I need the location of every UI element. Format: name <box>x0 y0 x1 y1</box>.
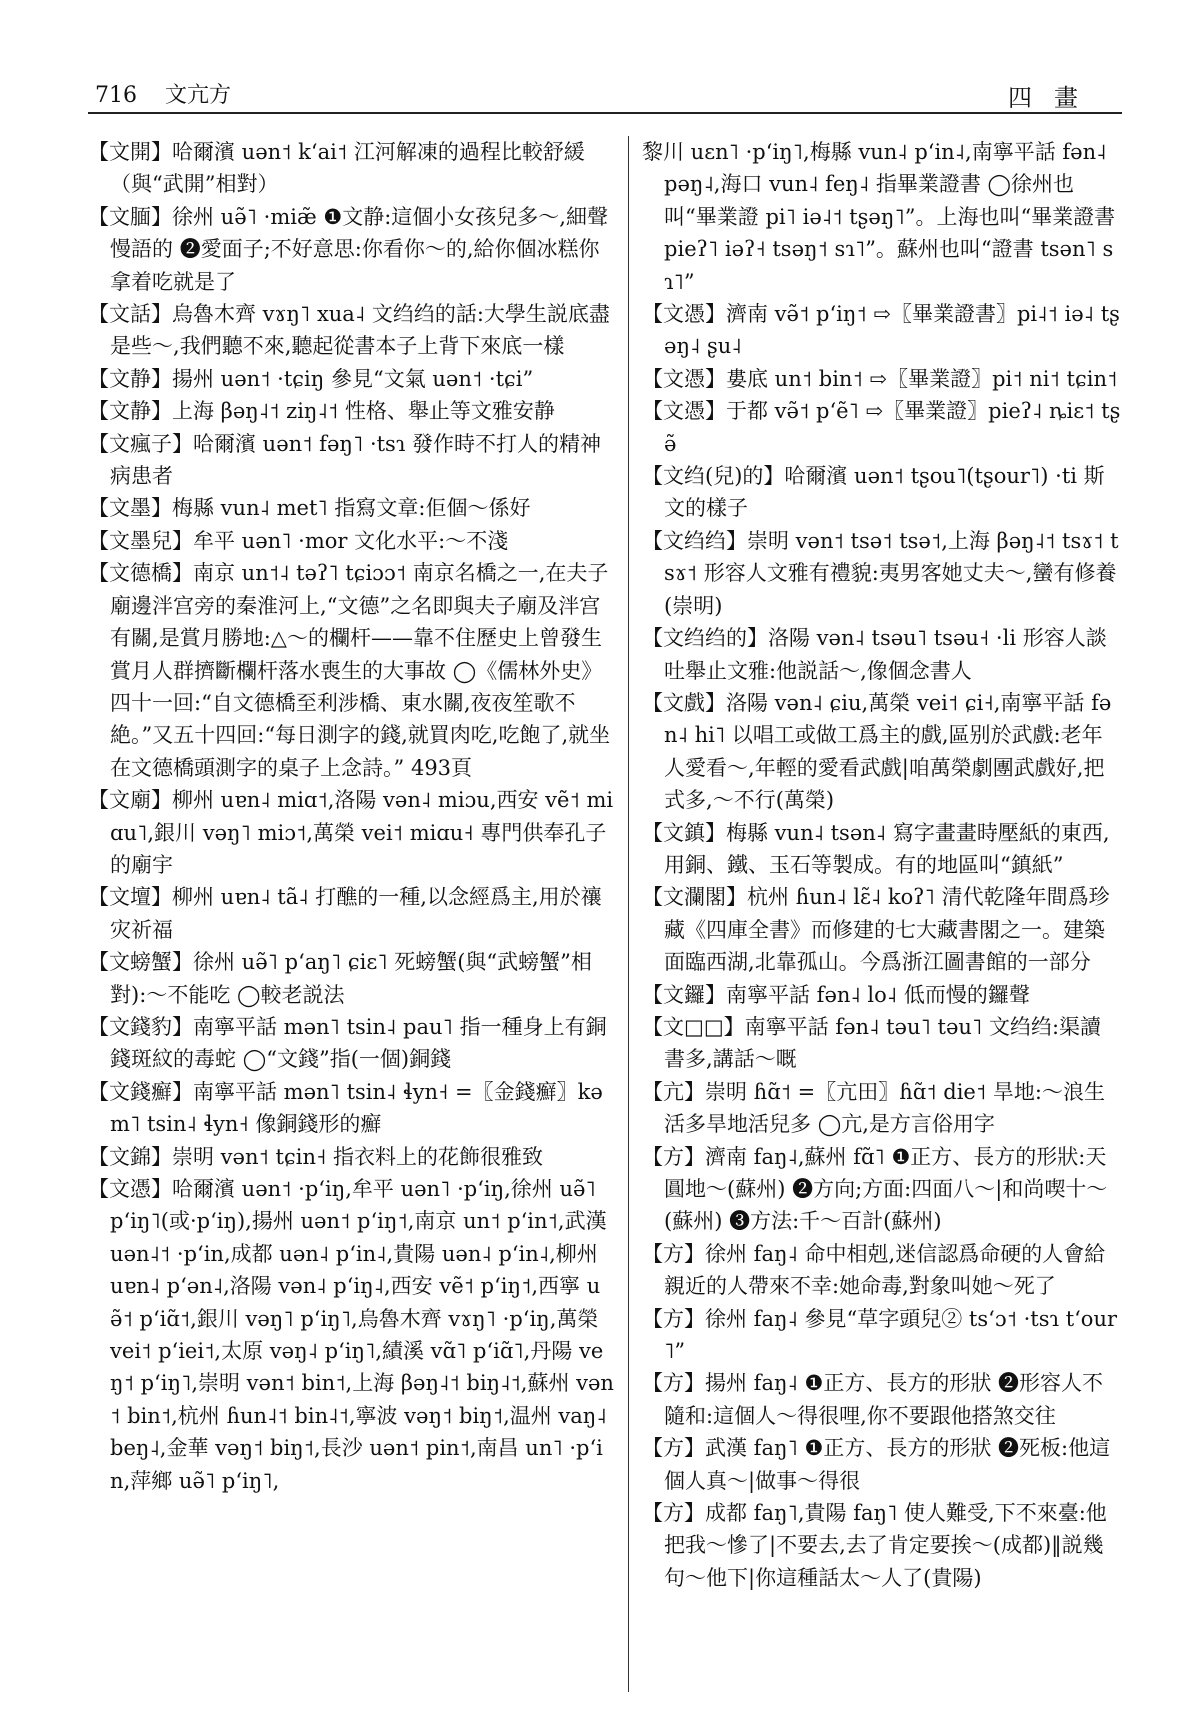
dict-entry: 【文壇】柳州 uɐn˨ tã˨ 打醮的一種,以念經爲主,用於禳灾祈福 <box>88 885 602 942</box>
right-column <box>642 136 1122 1594</box>
dict-entry: 【文錦】崇明 vən˦ tɕin˧ 指衣料上的花飾很雅致 <box>88 1144 543 1169</box>
header-rule <box>88 112 1122 114</box>
dict-entry: 【文憑】哈爾濱 uən˦ ·pʻiŋ,牟平 uən˥ ·pʻiŋ,徐州 uə̃˥ pʻiŋ˥(或·pʻiŋ),揚州 uən˦ pʻiŋ˦,南京 un˦ pʻin˦,武漢 uən˨˦ ·pʻin,成都 uən˨ pʻin˨,貴陽 uən˨ pʻin˨,柳州 uɐn˨ pʻən˨,洛陽 vən˨ pʻiŋ˨,西安 vẽ˦ pʻiŋ˦,西寧 uə̃˦ pʻiɑ̃˦,銀川 vəŋ˥ pʻiŋ˥,烏魯木齊 vɤŋ˥ ·pʻiŋ,萬榮 vei˦ pʻiei˦,太原 vəŋ˨ pʻiŋ˥,績溪 vɑ̃˥ pʻiɑ̃˥,丹陽 veŋ˦ pʻiŋ˥,崇明 vən˦ bin˦,上海 βəŋ˨˦ biŋ˨˦,蘇州 vən˦ bin˦,杭州 ɦun˨˦ bin˨˦,寧波 vəŋ˦ biŋ˦,温州 vaŋ˨ beŋ˨,金華 vəŋ˦ biŋ˦,長沙 uən˦ pin˦,南昌 un˥ ·pʻin,萍鄉 uə̃˥ pʻiŋ˥, <box>88 1177 614 1493</box>
dict-entry: 【文腼】徐州 uə̃˥ ·miæ̃ ❶文静:這個小女孩兒多～,細聲慢語的 ❷愛面子;不好意思:你看你～的,給你個冰糕你拿着吃就是了 <box>88 204 608 294</box>
dict-entry: 【文廟】柳州 uɐn˨ miɑ˦,洛陽 vən˨ miɔu,西安 vẽ˦ miɑu˥,銀川 vəŋ˥ miɔ˦,萬榮 vei˦ miɑu˧ 專門供奉孔子的廟宇 <box>88 788 614 877</box>
page-header-left <box>95 78 231 109</box>
page-header <box>95 78 1120 116</box>
dict-entry: 【文憑】于都 və̃˦ pʻẽ˥ ⇨〖畢業證〗pieʔ˨ ȵiɛ˦ tʂə̃ <box>642 399 1121 456</box>
dict-entry: 【文绉绉】崇明 vən˦ tsə˦ tsə˦,上海 βəŋ˨˦ tsɤ˦ tsɤ˦ 形容人文雅有禮貌:夷男客她丈夫～,蠻有修養(崇明) <box>642 528 1119 618</box>
section-chars: 文亢方 <box>164 83 231 108</box>
dict-entry: 【亢】崇明 ɦɑ̃˦ =〖亢田〗ɦɑ̃˦ die˦ 旱地:～浪生活多旱地活兒多 ◯亢,是方言俗用字 <box>642 1079 1105 1137</box>
dict-entry: 【文錢豹】南寧平話 mən˥ tsin˨ pau˥ 指一種身上有銅錢斑紋的毒蛇 ◯“文錢”指(一個)銅錢 <box>88 1014 607 1072</box>
dict-entry: 【方】武漢 faŋ˥ ❶正方、長方的形狀 ❷死板:他這個人真～|做事～得很 <box>642 1436 1111 1493</box>
dict-entry: 【文墨】梅縣 vun˨ met˥ 指寫文章:佢個～係好 <box>88 496 531 521</box>
dict-entry: 【文绉绉的】洛陽 vən˨ tsəu˥ tsəu˧ ·li 形容人談吐舉止文雅:他説話～,像個念書人 <box>642 626 1107 683</box>
dict-entry: 【文绉(兒)的】哈爾濱 uən˦ tʂou˥(tʂour˥) ·ti 斯文的樣子 <box>642 464 1105 521</box>
dict-entry: 【文瀾閣】杭州 ɦun˨ lɛ̃˨ koʔ˥ 清代乾隆年間爲珍藏《四庫全書》而修建的七大藏書閣之一。建築面臨西湖,北靠孤山。今爲浙江圖書館的一部分 <box>642 885 1110 975</box>
dict-entry: 【文德橋】南京 un˦˨ təʔ˥ tɕiɔɔ˦ 南京名橋之一,在夫子廟邊泮宫旁的秦淮河上,“文德”之名即與夫子廟及泮宫有關,是賞月勝地:△～的欄杆——靠不住歷史上曾發生賞月人群擠斷欄杆落水喪生的大事故 ◯《儒林外史》四十一回:“自文德橋至利涉橋、東水關,夜夜笙歌不絶。”又五十四回:“每日測字的錢,就買肉吃,吃飽了,就坐在文德橋頭測字的桌子上念詩。” 493頁 <box>88 561 611 780</box>
dict-entry: 【文静】上海 βəŋ˨˦ ziŋ˨˦ 性格、舉止等文雅安静 <box>88 399 555 424</box>
dict-entry: 【方】濟南 faŋ˨,蘇州 fɑ̃˥ ❶正方、長方的形狀:天圓地～(蘇州) ❷方向;方面:四面八～|和尚喫十～(蘇州) ❸方法:千～百計(蘇州) <box>642 1144 1108 1234</box>
page-number: 716 <box>95 83 137 108</box>
dict-entry: 【方】揚州 faŋ˨ ❶正方、長方的形狀 ❷形容人不隨和:這個人～得很哩,你不要跟他搭煞交往 <box>642 1371 1104 1428</box>
dict-entry: 【文錢癬】南寧平話 mən˥ tsin˨ ɬyn˧ =〖金錢癬〗kəm˥ tsin˨ ɬyn˧ 像銅錢形的癬 <box>88 1079 603 1137</box>
dict-entry: 【文開】哈爾濱 uən˦ kʻai˦ 江河解凍的過程比較舒緩（與“武開”相對） <box>88 140 585 197</box>
dict-entry: 【方】徐州 faŋ˨ 命中相剋,迷信認爲命硬的人會給親近的人帶來不幸:她命毒,對象叫她～死了 <box>642 1241 1106 1299</box>
dict-entry: 【文鎮】梅縣 vun˨ tsən˨ 寫字畫畫時壓紙的東西,用銅、鐵、玉石等製成。有的地區叫“鎮紙” <box>642 820 1110 877</box>
dict-entry: 【文□□】南寧平話 fən˨ təu˥ təu˥ 文绉绉:渠讀書多,講話～嘅 <box>642 1014 1102 1072</box>
column-divider <box>628 136 629 1692</box>
stroke-title: 四畫 <box>1008 84 1100 112</box>
dict-entry: 【文鑼】南寧平話 fən˨ lo˨ 低而慢的鑼聲 <box>642 982 1030 1007</box>
dict-entry: 【文瘋子】哈爾濱 uən˦ fəŋ˥ ·tsɿ 發作時不打人的精神病患者 <box>88 431 602 489</box>
dict-entry: 【文静】揚州 uən˦ ·tɕiŋ 參見“文氣 uən˦ ·tɕi” <box>88 366 534 391</box>
dict-entry: 【文憑】濟南 və̃˦ pʻiŋ˦ ⇨〖畢業證書〗pi˨˦ iə˨ tʂəŋ˨ ʂu˨ <box>642 302 1120 359</box>
dict-entry: 【方】成都 faŋ˥,貴陽 faŋ˥ 使人難受,下不來臺:他把我～慘了|不要去,去了肯定要挨～(成都)‖説幾句～他下|你這種話太～人了(貴陽) <box>642 1501 1107 1590</box>
dict-entry-continued: 黎川 uɛn˥ ·pʻiŋ˥,梅縣 vun˨ pʻin˨,南寧平話 fən˨ pəŋ˨,海口 vun˨ feŋ˨ 指畢業證書 ◯徐州也叫“畢業證 pi˥ iə˨˦ tʂəŋ˥”。上海也叫“畢業證書 pieʔ˥ iəʔ˧ tsəŋ˦ sɿ˥”。蘇州也叫“證書 tsən˥ sɿ˥” <box>642 140 1116 294</box>
dict-entry: 【文墨兒】牟平 uən˥ ·mor 文化水平:～不淺 <box>88 528 509 553</box>
dict-entry: 【文戲】洛陽 vən˨ ɕiu,萬榮 vei˦ ɕi˧,南寧平話 fən˨ hi˥ 以唱工或做工爲主的戲,區别於武戲:老年人愛看～,年輕的愛看武戲|咱萬榮劇團武戲好,把式多,～不行(萬榮) <box>642 690 1112 813</box>
dict-entry: 【文憑】婁底 un˦ bin˦ ⇨〖畢業證〗pi˦ ni˦ tɕin˦ <box>642 366 1118 391</box>
dict-entry: 【文螃蟹】徐州 uə̃˥ pʻaŋ˥ ɕiɛ˥ 死螃蟹(與“武螃蟹”相對):～不能吃 ◯較老説法 <box>88 950 592 1007</box>
dict-entry: 【方】徐州 faŋ˨ 參見“草字頭兒② tsʻɔ˦ ·tsɿ tʻour˥” <box>642 1306 1118 1364</box>
dict-entry: 【文話】烏魯木齊 vɤŋ˥ xua˨ 文绉绉的話:大學生説底盡是些～,我們聽不來,聽起從書本子上背下來底一樣 <box>88 302 610 359</box>
left-column <box>88 136 614 1497</box>
